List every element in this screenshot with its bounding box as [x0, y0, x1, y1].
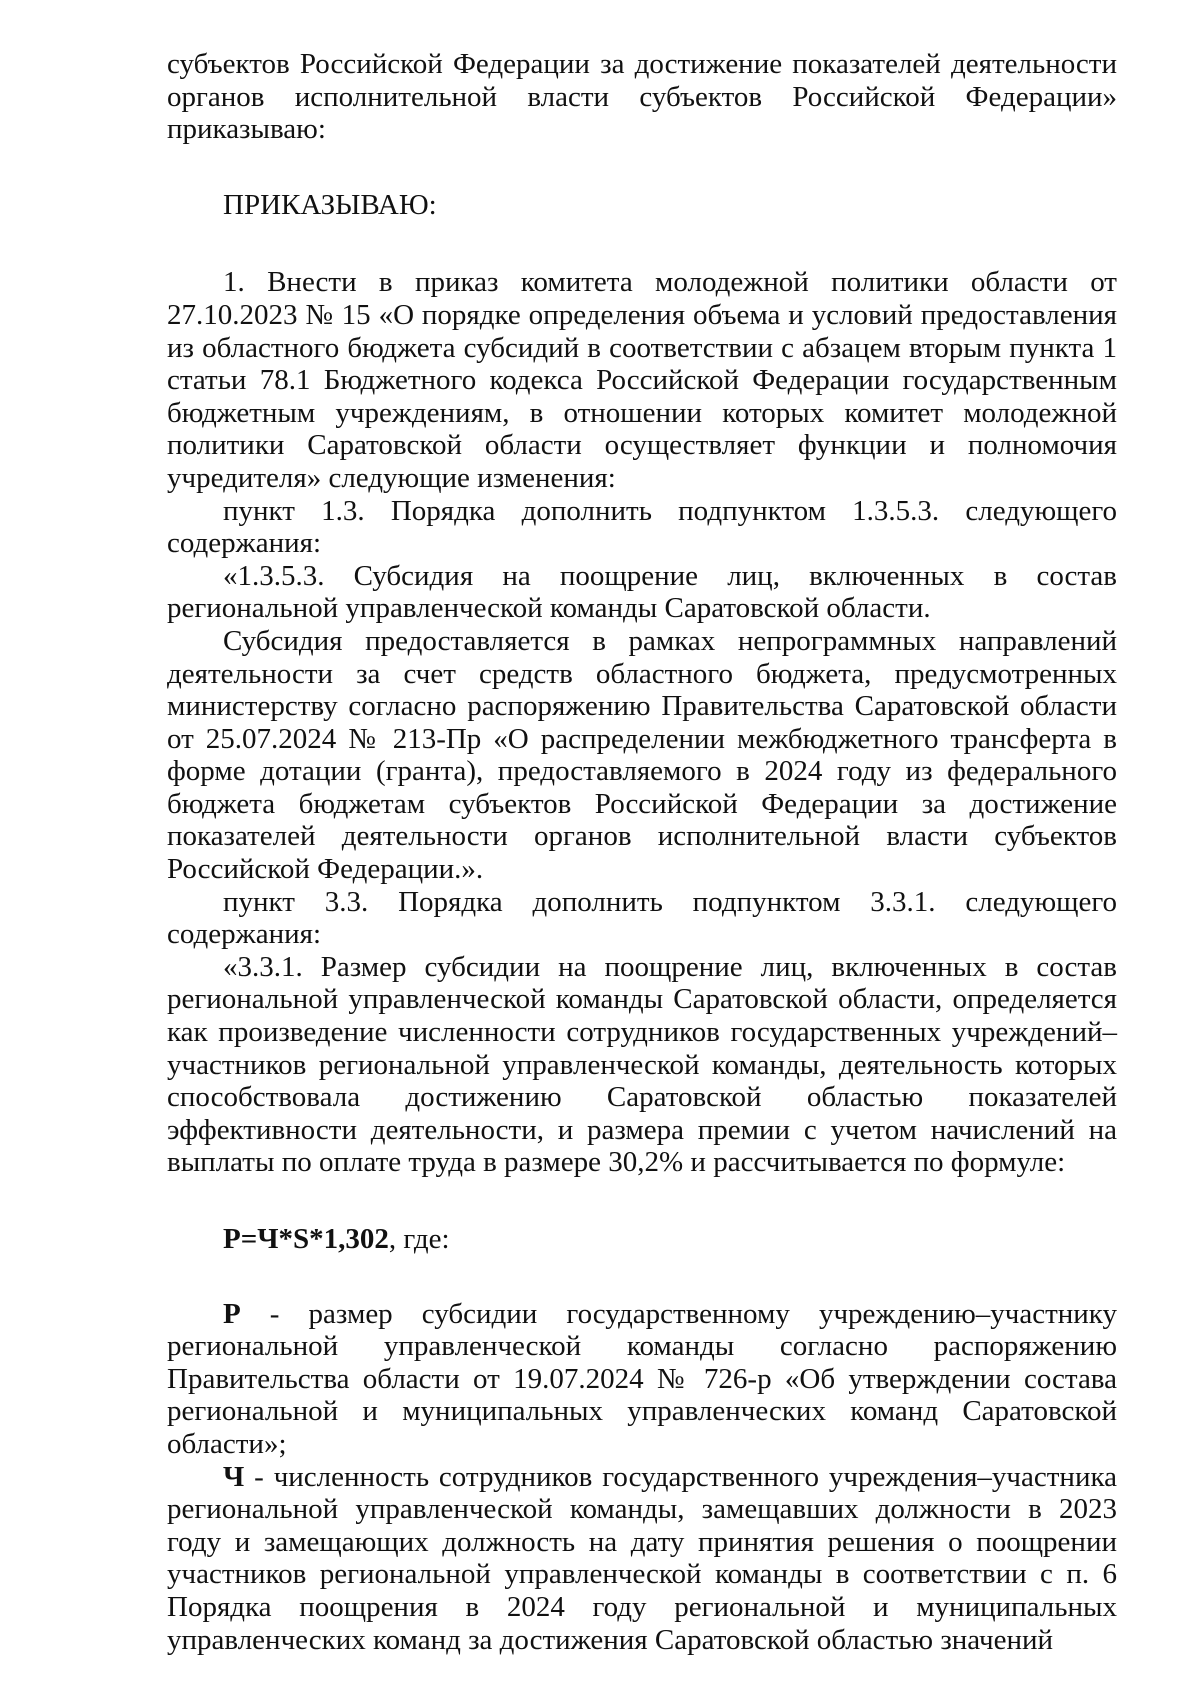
spacer: [167, 221, 1117, 266]
order-heading: ПРИКАЗЫВАЮ:: [223, 188, 437, 221]
spacer: [167, 1256, 1117, 1298]
spacer: [167, 1179, 1117, 1223]
formula-line: [167, 1223, 1117, 1256]
item-1-paragraph: 1. Внести в приказ комитета молодежной политики области от 27.10.2023 № 15 «О порядке определения объема и условий предоставления из областного бюджета субсидий в соответствии с абзацем вторым пункта 1 статьи 78.1 Бюджетного кодекса Российской Федерации государственным бюджетным учреждениям, в отношении которых комитет молодежной политики Саратовской области осуществляет функции и полномочия учредителя» следующие изменения:: [167, 266, 1117, 494]
formula-suffix: , где:: [388, 1223, 450, 1255]
spacer: [167, 146, 1117, 189]
definition-ch-text: - численность сотрудников государственного учреждения–участника региональной управленческой команды, замещавших должности в 2023 году и замещающих должность на дату принятия решения о поощрении участников региональной управленческой команды в соответствии с п. 6 Порядка поощрения в 2024 году региональной и муниципальных управленческих команд за достижения Саратовской областью значений: [167, 1460, 1117, 1656]
definition-p-term: Р: [223, 1297, 241, 1330]
clause-331-paragraph: «3.3.1. Размер субсидии на поощрение лиц, включенных в состав региональной управленческой команды Саратовской области, определяется как произведение численности сотрудников государственных учреждений–участников региональной управленческой команды, деятельность которых способствовала достижению Саратовской областью показателей эффективности деятельности, и размера премии с учетом начислений на выплаты по оплате труда в размере 30,2% и рассчитывается по формуле:: [167, 950, 1117, 1179]
formula-expression: P=Ч*S*1,302: [223, 1223, 389, 1255]
definition-p-paragraph: [167, 1298, 1117, 1461]
amendment-2-paragraph: пункт 3.3. Порядка дополнить подпунктом 3.3.1. следующего содержания:: [167, 885, 1117, 951]
document-page: [167, 48, 1117, 1656]
intro-paragraph: субъектов Российской Федерации за достижение показателей деятельности органов исполнительной власти субъектов Российской Федерации» приказываю:: [167, 48, 1117, 146]
definition-p-text: - размер субсидии государственному учреждению–участнику региональной управленческой команды согласно распоряжению Правительства области от 19.07.2024 № 726-р «Об утверждении состава региональной и муниципальных управленческих команд Саратовской области»;: [167, 1297, 1117, 1460]
clause-1353-paragraph: «1.3.5.3. Субсидия на поощрение лиц, включенных в состав региональной управленческой команды Саратовской области.: [167, 559, 1117, 625]
definition-ch-paragraph: [167, 1461, 1117, 1657]
definition-ch-term: Ч: [223, 1460, 245, 1493]
subsidy-paragraph: Субсидия предоставляется в рамках непрограммных направлений деятельности за счет средств областного бюджета, предусмотренных министерству согласно распоряжению Правительства Саратовской области от 25.07.2024 № 213-Пр «О распределении межбюджетного трансферта в форме дотации (гранта), предоставляемого в 2024 году из федерального бюджета бюджетам субъектов Российской Федерации за достижение показателей деятельности органов исполнительной власти субъектов Российской Федерации.».: [167, 624, 1117, 886]
amendment-1-paragraph: пункт 1.3. Порядка дополнить подпунктом 1.3.5.3. следующего содержания:: [167, 494, 1117, 560]
